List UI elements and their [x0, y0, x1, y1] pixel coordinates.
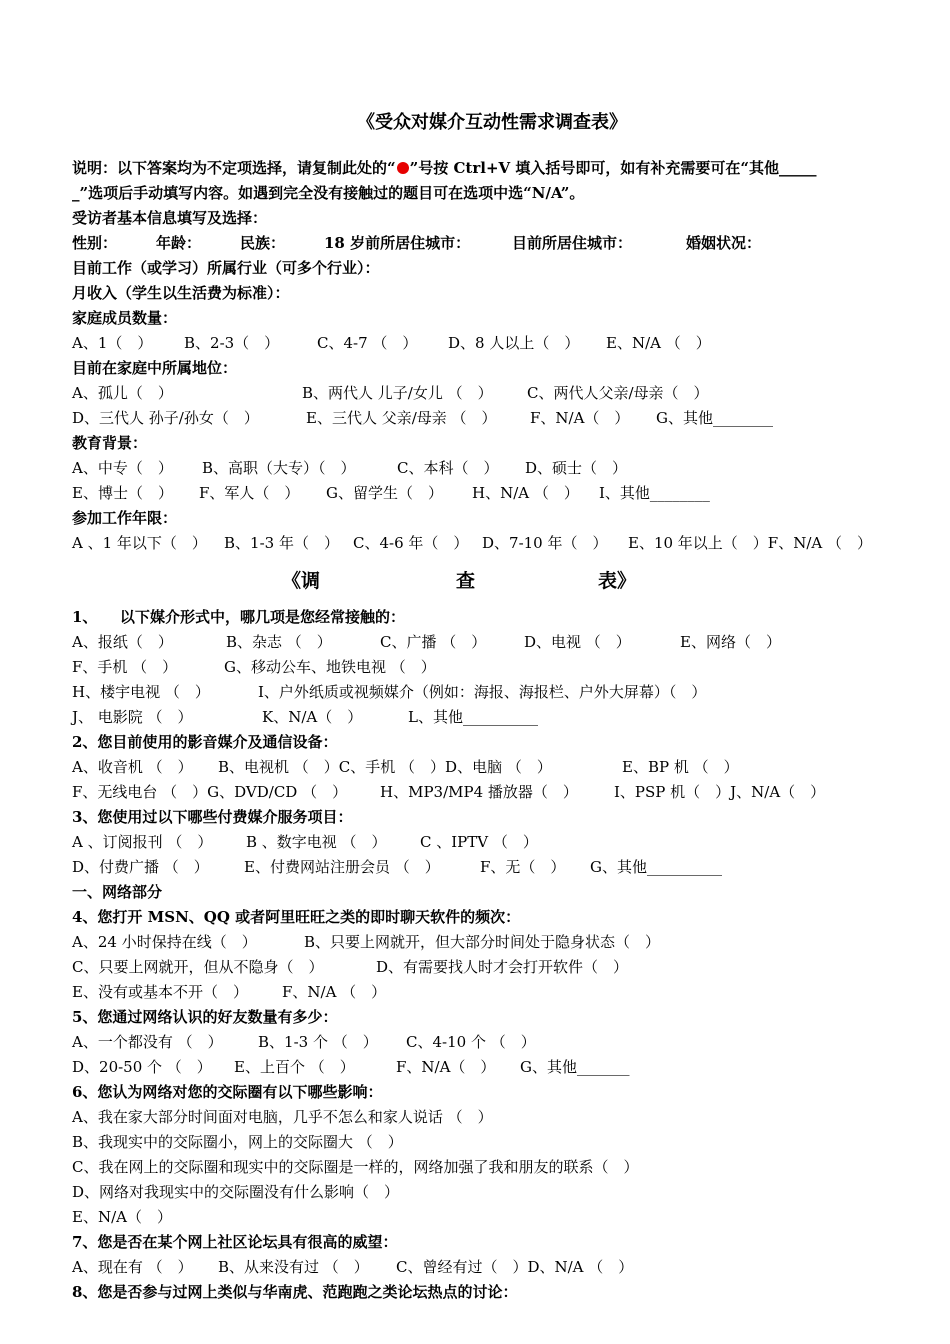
option-b[interactable]: B、从来没有过 （ ） — [218, 1258, 369, 1276]
option-d[interactable]: D、7-10 年（ ） — [482, 534, 608, 552]
q3-label: 3、您使用过以下哪些付费媒介服务项目： — [72, 808, 353, 826]
q1-row-2 — [72, 655, 912, 679]
q1-row-1 — [72, 630, 912, 654]
option-g[interactable]: G、移动公车、地铁电视 （ ） — [224, 658, 436, 676]
option-f[interactable]: F、N/A （ ） — [282, 983, 387, 1001]
section-title-part-3: 表》 — [598, 570, 637, 592]
option-e[interactable]: E、三代人 父亲/母亲 （ ） — [306, 409, 497, 427]
option-d[interactable]: D、三代人 孙子/孙女（ ） — [72, 409, 259, 427]
family-status-row-1 — [72, 381, 912, 405]
instructions-text-a: 说明：以下答案均为不定项选择，请复制此处的“ — [72, 159, 396, 177]
q7-row-1 — [72, 1255, 912, 1279]
option-a[interactable]: A 、1 年以下（ ） — [72, 534, 207, 552]
option-a[interactable]: A 、订阅报刊 （ ） — [72, 833, 213, 851]
q2-row-1 — [72, 755, 912, 779]
option-f[interactable]: F、手机 （ ） — [72, 658, 178, 676]
option-h[interactable]: H、楼宇电视 （ ） — [72, 683, 210, 701]
option-i[interactable]: I、其他________ — [599, 484, 710, 502]
education-row-2 — [72, 481, 912, 505]
q8-label: 8、您是否参与过网上类似与华南虎、范跑跑之类论坛热点的讨论： — [72, 1283, 518, 1301]
q4-row-2 — [72, 955, 912, 979]
family-status-label: 目前在家庭中所属地位： — [72, 359, 238, 377]
option-e-f[interactable]: E、10 年以上（ ）F、N/A （ ） — [628, 534, 872, 552]
family-status-row-2 — [72, 406, 912, 430]
family-size-label: 家庭成员数量： — [72, 309, 178, 327]
option-e[interactable]: E、博士（ ） — [72, 484, 173, 502]
option-h[interactable]: H、MP3/MP4 播放器（ ） — [380, 783, 578, 801]
q4-row-1 — [72, 930, 912, 954]
option-d[interactable]: D、硕士（ ） — [525, 459, 628, 477]
option-i-j[interactable]: I、PSP 机（ ）J、N/A（ ） — [614, 783, 826, 801]
option-e[interactable]: E、付费网站注册会员 （ ） — [244, 858, 440, 876]
option-a[interactable]: A、收音机 （ ） — [72, 758, 193, 776]
option-a[interactable]: A、现在有 （ ） — [72, 1258, 193, 1276]
option-b[interactable]: B、2-3（ ） — [184, 334, 280, 352]
instructions-line-1 — [72, 156, 817, 180]
field-industry: 目前工作（或学习）所属行业（可多个行业）： — [72, 259, 380, 277]
option-k[interactable]: K、N/A（ ） — [262, 708, 363, 726]
option-f[interactable]: F、N/A（ ） — [396, 1058, 496, 1076]
option-g[interactable]: G、其他_______ — [520, 1058, 630, 1076]
document-title: 《受众对媒介互动性需求调查表》 — [357, 112, 627, 133]
option-f[interactable]: F、N/A（ ） — [530, 409, 630, 427]
option-c[interactable]: C、广播 （ ） — [380, 633, 487, 651]
option-d[interactable]: D、付费广播 （ ） — [72, 858, 209, 876]
option-a[interactable]: A、24 小时保持在线（ ） — [72, 933, 257, 951]
option-g[interactable]: G、其他________ — [656, 409, 773, 427]
option-e[interactable]: E、没有或基本不开（ ） — [72, 983, 248, 1001]
option-c[interactable]: C、本科（ ） — [397, 459, 499, 477]
education-row-1 — [72, 456, 912, 480]
option-e[interactable]: E、网络（ ） — [680, 633, 781, 651]
option-c[interactable]: C、4-10 个 （ ） — [406, 1033, 536, 1051]
instructions-text-b: ”号按 Ctrl+V 填入括号即可，如有补充需要可在“其他_____ — [409, 159, 817, 177]
option-e[interactable]: E、N/A （ ） — [606, 334, 711, 352]
option-c[interactable]: C、我在网上的交际圈和现实中的交际圈是一样的，网络加强了我和朋友的联系（ ） — [72, 1158, 639, 1176]
option-f-g[interactable]: F、无线电台 （ ）G、DVD/CD （ ） — [72, 783, 348, 801]
option-e[interactable]: E、N/A（ ） — [72, 1208, 172, 1226]
education-label: 教育背景： — [72, 434, 148, 452]
q3-row-2 — [72, 855, 912, 879]
q3-row-1 — [72, 830, 912, 854]
option-a[interactable]: A、一个都没有 （ ） — [72, 1033, 223, 1051]
option-e[interactable]: E、BP 机 （ ） — [622, 758, 739, 776]
family-size-options — [72, 331, 912, 355]
option-b[interactable]: B、两代人 儿子/女儿 （ ） — [302, 384, 493, 402]
option-d[interactable]: D、电视 （ ） — [524, 633, 631, 651]
option-c[interactable]: C、两代人父亲/母亲（ ） — [527, 384, 709, 402]
q2-label: 2、您目前使用的影音媒介及通信设备： — [72, 733, 338, 751]
option-b[interactable]: B、我现实中的交际圈小，网上的交际圈大 （ ） — [72, 1133, 403, 1151]
q1-row-3 — [72, 680, 912, 704]
instructions-line-2: _”选项后手动填写内容。如遇到完全没有接触过的题目可在选项中选“N/A”。 — [72, 184, 585, 202]
q7-label: 7、您是否在某个网上社区论坛具有很高的威望： — [72, 1233, 398, 1251]
option-b[interactable]: B、1-3 个 （ ） — [258, 1033, 378, 1051]
option-d[interactable]: D、有需要找人时才会打开软件（ ） — [376, 958, 629, 976]
option-a[interactable]: A、1（ ） — [72, 334, 153, 352]
q1-row-4 — [72, 705, 912, 729]
option-f[interactable]: F、军人（ ） — [199, 484, 300, 502]
field-marital-status: 婚姻状况： — [686, 234, 762, 252]
option-l[interactable]: L、其他__________ — [408, 708, 538, 726]
q4-label: 4、您打开 MSN、QQ 或者阿里旺旺之类的即时聊天软件的频次： — [72, 908, 521, 926]
option-d[interactable]: D、8 人以上（ ） — [448, 334, 580, 352]
field-city-before-18: 18 岁前所居住城市： — [324, 234, 471, 252]
option-a[interactable]: A、我在家大部分时间面对电脑，几乎不怎么和家人说话 （ ） — [72, 1108, 493, 1126]
q5-row-1 — [72, 1030, 912, 1054]
field-gender: 性别： — [72, 234, 118, 252]
q5-label: 5、您通过网络认识的好友数量有多少： — [72, 1008, 338, 1026]
option-c[interactable]: C、只要上网就开，但从不隐身（ ） — [72, 958, 324, 976]
field-age: 年龄： — [156, 234, 202, 252]
option-c[interactable]: C、4-6 年（ ） — [353, 534, 469, 552]
option-a[interactable]: A、报纸（ ） — [72, 633, 173, 651]
option-b-c-d[interactable]: B、电视机 （ ）C、手机 （ ）D、电脑 （ ） — [218, 758, 552, 776]
section-title-part-2: 查 — [456, 570, 476, 592]
part-one-heading: 一、网络部分 — [72, 883, 163, 901]
option-b[interactable]: B、1-3 年（ ） — [224, 534, 339, 552]
option-i[interactable]: I、户外纸质或视频媒介（例如：海报、海报栏、户外大屏幕）（ ） — [258, 683, 707, 701]
option-g[interactable]: G、其他__________ — [590, 858, 722, 876]
option-f[interactable]: F、无（ ） — [480, 858, 566, 876]
option-a[interactable]: A、孤儿（ ） — [72, 384, 173, 402]
q1-label: 1、 以下媒介形式中，哪几项是您经常接触的： — [72, 608, 405, 626]
q4-row-3 — [72, 980, 912, 1004]
work-years-options — [72, 531, 912, 555]
basic-info-fields — [72, 231, 912, 255]
q5-row-2 — [72, 1055, 912, 1079]
option-c-d[interactable]: C、曾经有过（ ）D、N/A （ ） — [396, 1258, 634, 1276]
q6-label: 6、您认为网络对您的交际圈有以下哪些影响： — [72, 1083, 383, 1101]
basic-info-heading: 受访者基本信息填写及选择： — [72, 209, 268, 227]
field-income: 月收入（学生以生活费为标准）： — [72, 284, 290, 302]
option-b[interactable]: B、高职（大专）（ ） — [202, 459, 356, 477]
option-h[interactable]: H、N/A （ ） — [472, 484, 579, 502]
field-current-city: 目前所居住城市： — [512, 234, 633, 252]
field-ethnicity: 民族： — [240, 234, 286, 252]
section-title-part-1: 《调 — [282, 570, 321, 592]
option-b[interactable]: B、杂志 （ ） — [226, 633, 332, 651]
option-b[interactable]: B、只要上网就开，但大部分时间处于隐身状态（ ） — [304, 933, 661, 951]
option-g[interactable]: G、留学生（ ） — [326, 484, 443, 502]
section-title — [72, 566, 912, 596]
q2-row-2 — [72, 780, 912, 804]
option-c[interactable]: C、4-7 （ ） — [317, 334, 418, 352]
option-e[interactable]: E、上百个 （ ） — [234, 1058, 355, 1076]
option-a[interactable]: A、中专（ ） — [72, 459, 173, 477]
option-d[interactable]: D、网络对我现实中的交际圈没有什么影响（ ） — [72, 1183, 400, 1201]
option-b[interactable]: B 、数字电视 （ ） — [246, 833, 387, 851]
option-c[interactable]: C 、IPTV （ ） — [420, 833, 538, 851]
option-j[interactable]: J、 电影院 （ ） — [72, 708, 193, 726]
option-d[interactable]: D、20-50 个 （ ） — [72, 1058, 212, 1076]
red-dot-icon[interactable] — [397, 162, 409, 174]
work-years-label: 参加工作年限： — [72, 509, 178, 527]
